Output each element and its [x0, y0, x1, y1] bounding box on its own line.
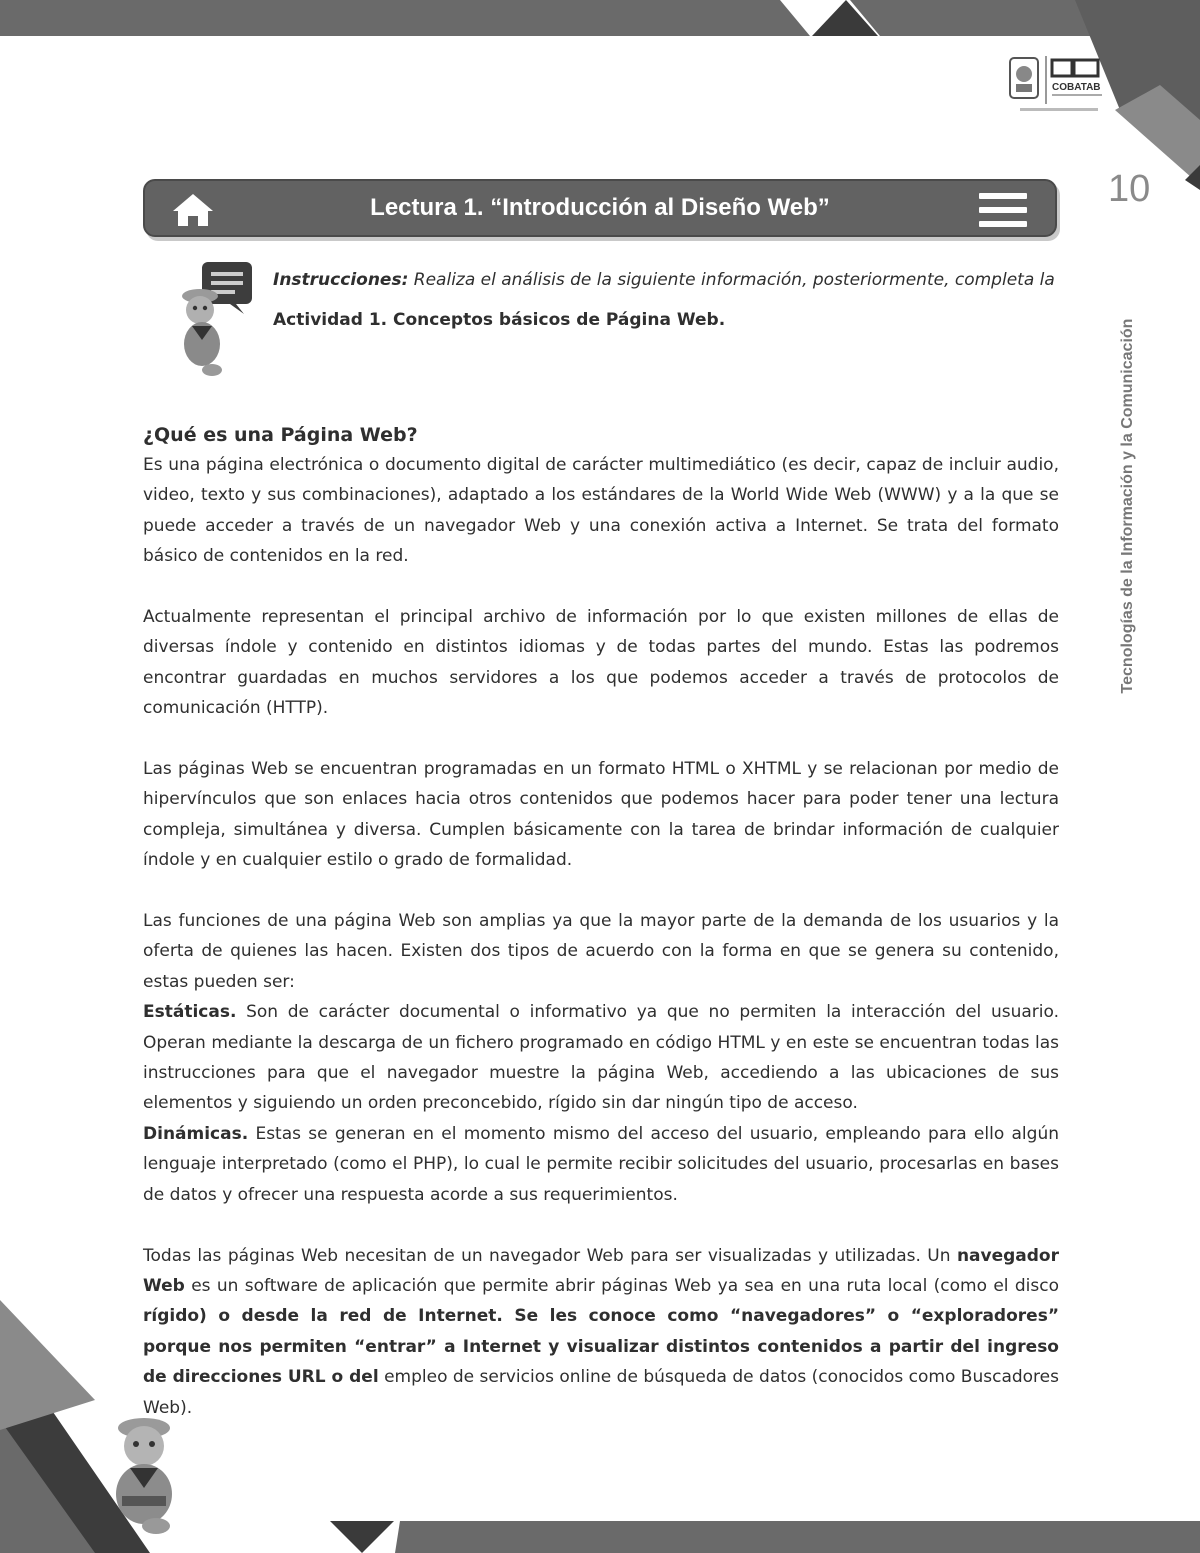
- lecture-title: Lectura 1. “Introducción al Diseño Web”: [370, 194, 830, 221]
- browser-text-b: es un software de aplicación que permite abrir páginas Web ya sea en una ruta local (como el disco: [184, 1275, 1059, 1296]
- activity-title: Actividad 1. Conceptos básicos de Página Web.: [273, 310, 726, 330]
- browser-text-c: empleo de servicios online de búsqueda de datos (conocidos como Buscadores Web).: [143, 1367, 1059, 1418]
- instructions-block: [273, 260, 1059, 340]
- static-text: Son de carácter documental o informativo ya que no permiten la interacción del usuario. Operan mediante la descarga de un fichero programado en código HTML y en este se encuentran todas las instrucciones para que el navegador muestre la página Web, accediendo a las ubicaciones de sus elementos y siguiendo un orden preconcebido, rígido sin dar ningún tipo de acceso.: [143, 1002, 1059, 1114]
- instructions-text: Realiza el análisis de la siguiente información, posteriormente, completa la: [408, 270, 1055, 290]
- browser-term: navegador Web: [143, 1245, 1059, 1296]
- page-number: 10: [1108, 168, 1151, 210]
- paragraph-static: [143, 997, 1059, 1119]
- mascot-illustration: [178, 258, 258, 380]
- paragraph-usage: Actualmente representan el principal archivo de información por lo que existen millones de ellas de diversas índole y contenido en distintos idiomas y de todas partes del mundo. Estas las podremos encontrar guardadas en muchos servidores a los que podemos acceder a través de protocolos de comunicación (HTTP).: [143, 607, 1059, 719]
- paragraph-dynamic: [143, 1119, 1059, 1210]
- lecture-title-bar: [143, 179, 1057, 237]
- instructions-label: Instrucciones:: [273, 270, 409, 290]
- section-heading: ¿Qué es una Página Web?: [143, 424, 418, 446]
- lecture-content: [143, 420, 1059, 1423]
- paragraph-browser: [143, 1241, 1059, 1423]
- paragraph-functions: Las funciones de una página Web son amplias ya que la mayor parte de la demanda de los usuarios y la oferta de quienes las hacen. Existen dos tipos de acuerdo con la forma en que se genera su contenido, estas pueden ser:: [143, 911, 1059, 992]
- menu-icon[interactable]: [979, 191, 1027, 229]
- bottom-triangle-decor: [330, 1521, 394, 1553]
- static-label: Estáticas.: [143, 1002, 237, 1023]
- paragraph-definition: Es una página electrónica o documento digital de carácter multimediático (es decir, capaz de incluir audio, video, texto y sus combinaciones), adaptado a los estándares de la World Wide Web (WWW) y a la que se puede acceder a través de un navegador Web y una conexión activa a Internet. Se trata del formato básico de contenidos en la red.: [143, 455, 1059, 567]
- mascot-footer-illustration: [104, 1412, 186, 1536]
- paragraph-html: Las páginas Web se encuentran programadas en un formato HTML o XHTML y se relacionan por medio de hipervínculos que son enlaces hacia otros contenidos que podemos hacer para poder tener una lectura compleja, simultánea y diversa. Cumplen básicamente con la tarea de brindar información de cualquier índole y en cualquier estilo o grado de formalidad.: [143, 759, 1059, 871]
- browser-bold-text: rígido) o desde la red de Internet. Se les conoce como “navegadores” o “exploradores” porque nos permiten “entrar” a Internet y visualizar distintos contenidos a partir del ingreso de direcciones URL o del: [143, 1306, 1059, 1388]
- cobatab-logo: [1008, 54, 1108, 116]
- browser-text-a: Todas las páginas Web necesitan de un navegador Web para ser visualizadas y utilizadas. Un: [143, 1245, 957, 1266]
- bottom-decor-bar: [395, 1521, 1200, 1553]
- side-section-label: Tecnologías de la Información y la Comunicación: [1119, 318, 1136, 694]
- dynamic-text: Estas se generan en el momento mismo del acceso del usuario, empleando para ello algún lenguaje interpretado (como el PHP), lo cual le permite recibir solicitudes del usuario, procesarlas en bases de datos y ofrecer una respuesta acorde a sus requerimientos.: [143, 1123, 1059, 1205]
- dynamic-label: Dinámicas.: [143, 1123, 249, 1144]
- svg-text:COBATAB: COBATAB: [1052, 82, 1101, 93]
